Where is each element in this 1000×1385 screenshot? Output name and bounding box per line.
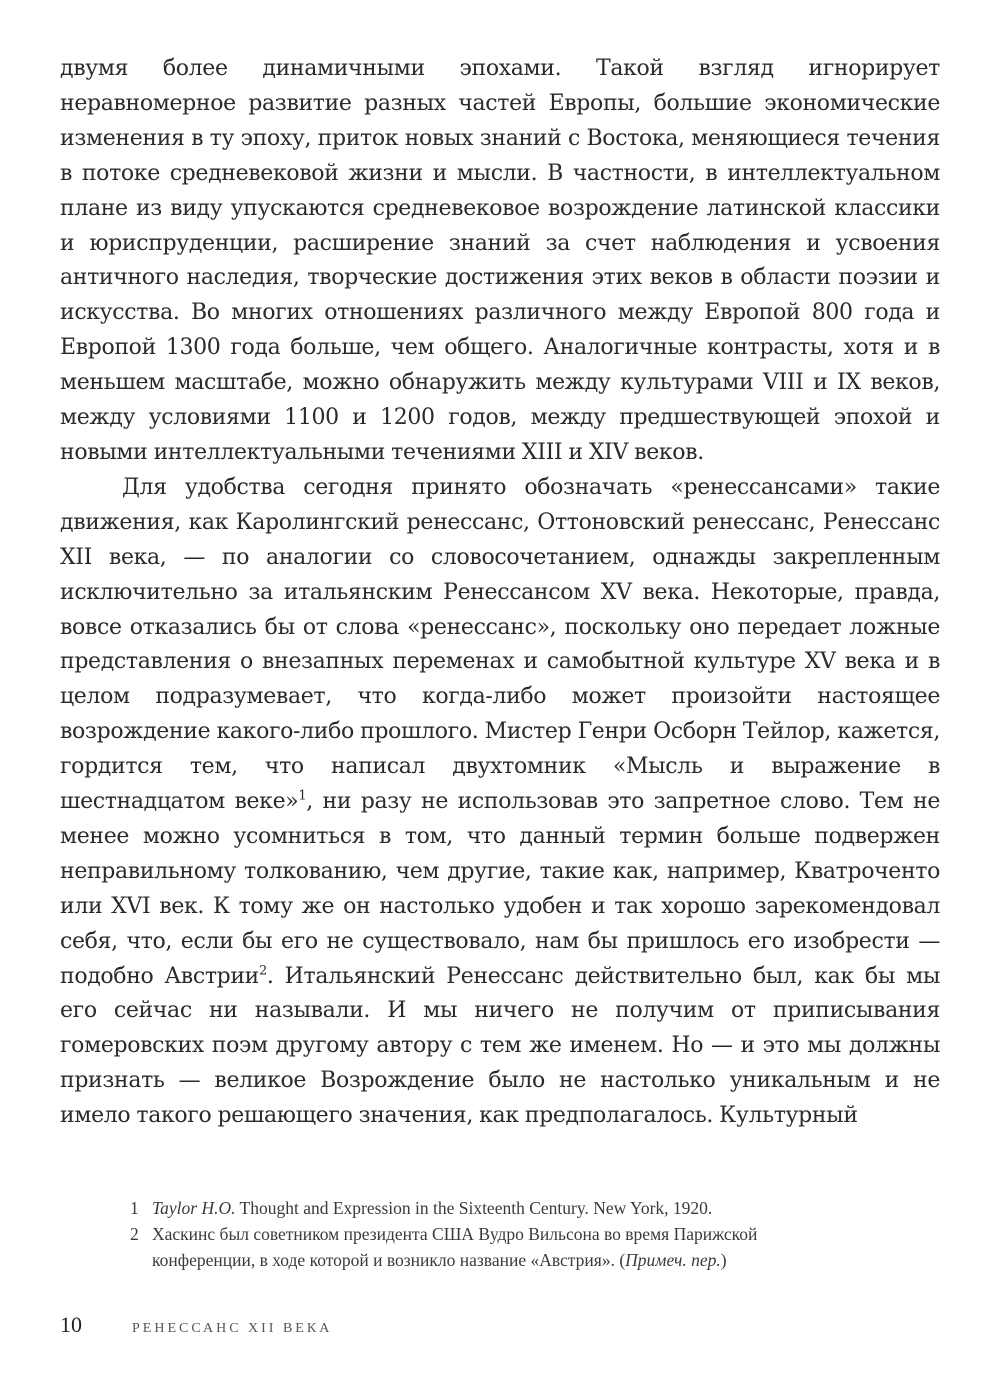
footnote-body: Хаскинс был советником президента США Вудро Вильсона во время Парижской конференции, в ходе которой и возникло название «Австрия». ( [152,1224,758,1270]
footnote-number: 2 [130,1224,139,1244]
footnote-close: ) [720,1250,727,1270]
footnotes [130,1195,850,1273]
footnote-text [152,1195,850,1221]
main-text [60,52,940,1134]
footnote-author: Taylor H.O. [152,1198,236,1218]
paragraph-1: двумя более динамичными эпохами. Такой взгляд игнорирует неравномерное развитие разных частей Европы, большие экономические изменения в ту эпоху, приток новых знаний с Востока, меняющиеся течения в потоке средневековой жизни и мысли. В частности, в интеллектуальном плане из виду упускаются средневековое возрождение латинской классики и юриспруденции, расширение знаний за счет наблюдения и усвоения античного наследия, творческие достижения этих веков в области поэзии и искусства. Во многих отношениях различного между Европой 800 года и Европой 1300 года больше, чем общего. Аналогичные контрасты, хотя и в меньшем масштабе, можно обнаружить между культурами VIII и IX веков, между условиями 1100 и 1200 годов, между предшествующей эпохой и новыми интеллектуальными течениями XIII и XIV веков. [60,56,940,465]
paragraph-2-part-3: . Итальянский Ренессанс действительно был, как бы мы его сейчас ни называли. И мы ничего не получим от приписывания гомеровских поэм другому автору с тем же именем. Но — и это мы должны признать — великое Возрождение было не настолько уникальным и не имело такого решающего значения, как предполагалось. Культурный [60,963,940,1129]
footnote-ref-1: 1 [298,788,307,804]
paragraph-2 [60,471,940,1134]
paragraph-2-part-2: , ни разу не использовав это запретное слово. Тем не менее можно усомниться в том, что данный термин больше подвержен неправильному толкованию, чем другие, такие как, например, Кватроченто или XVI век. К тому же он настолько удобен и так хорошо зарекомендовал себя, что, если бы его не существовало, нам бы пришлось его изобрести — подобно Австрии [60,789,940,989]
footnote-text [152,1221,850,1273]
translator-note: Примеч. пер. [625,1250,721,1270]
footnote-1 [130,1195,850,1221]
paragraph-2-part-1: Для удобства сегодня принято обозначать «ренессансами» такие движения, как Каролингский ренессанс, Оттоновский ренессанс, Ренессанс XII века, — по аналогии со словосочетанием, однажды закрепленным исключительно за итальянским Ренессансом XV века. Некоторые, правда, вовсе отказались бы от слова «ренессанс», поскольку оно передает ложные представления о внезапных переменах и самобытной культуре XV века и в целом подразумевает, что когда-либо может произойти настоящее возрождение какого-либо прошлого. Мистер Генри Осборн Тейлор, кажется, гордится тем, что написал двухтомник «Мысль и выражение в шестнадцатом веке» [60,474,940,815]
footnote-ref-2: 2 [259,963,267,979]
footnote-2 [130,1221,850,1273]
page-footer [60,1312,940,1342]
footnote-number: 1 [130,1198,139,1218]
running-title: РЕНЕССАНС XII ВЕКА [132,1321,333,1336]
footnote-title: Thought and Expression in the Sixteenth Century. New York, 1920. [235,1198,713,1218]
page-number: 10 [60,1312,82,1337]
